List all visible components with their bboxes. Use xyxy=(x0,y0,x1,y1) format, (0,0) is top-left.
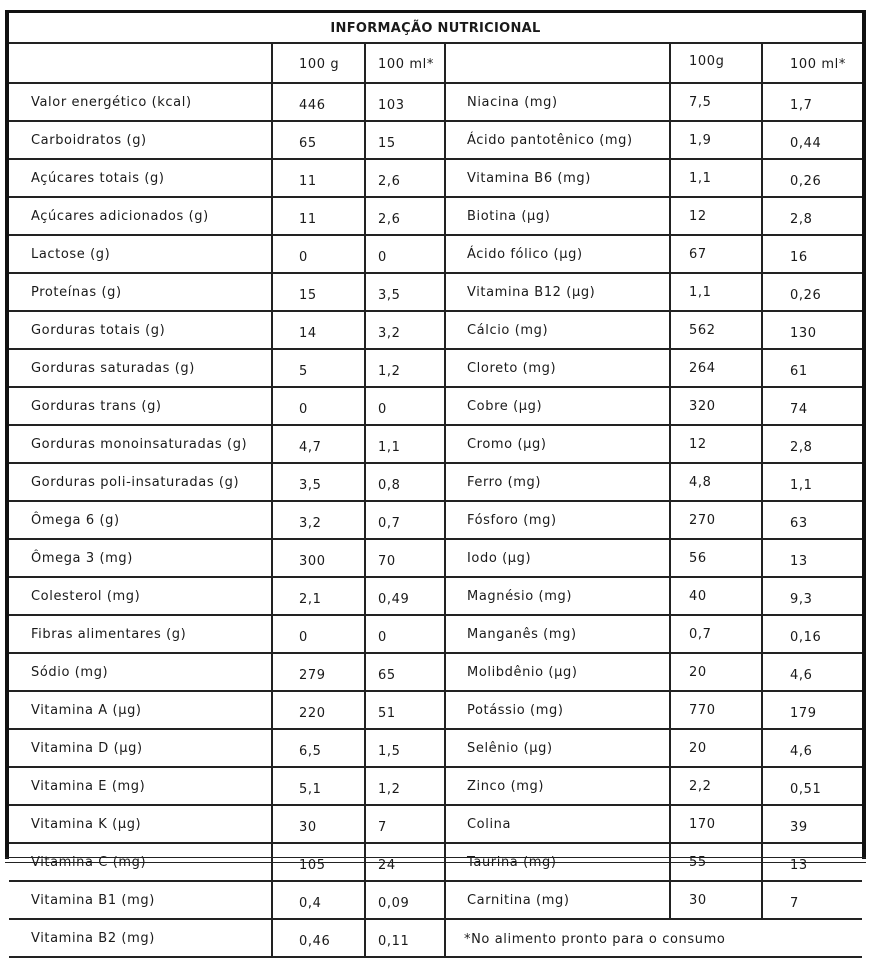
value-100ml-right: 1,1 xyxy=(762,463,862,501)
nutrient-name-right: Taurina (mg) xyxy=(445,843,670,881)
nutrient-name-left: Vitamina K (µg) xyxy=(9,805,272,843)
value-100g-left: 4,7 xyxy=(272,425,365,463)
nutrient-name-right: Vitamina B6 (mg) xyxy=(445,159,670,197)
value-100g-left: 0 xyxy=(272,387,365,425)
value-100ml-left: 70 xyxy=(365,539,445,577)
nutrient-name-right: Selênio (µg) xyxy=(445,729,670,767)
value-100ml-left: 3,2 xyxy=(365,311,445,349)
value-100ml-right: 74 xyxy=(762,387,862,425)
nutrient-name-left: Ômega 6 (g) xyxy=(9,501,272,539)
nutrient-name-left: Valor energético (kcal) xyxy=(9,83,272,121)
header-row xyxy=(9,44,862,83)
table-row xyxy=(9,273,862,311)
value-100ml-left: 1,1 xyxy=(365,425,445,463)
nutrient-name-right: Ferro (mg) xyxy=(445,463,670,501)
value-100ml-left: 7 xyxy=(365,805,445,843)
value-100g-left: 11 xyxy=(272,197,365,235)
table-row xyxy=(9,425,862,463)
table-row xyxy=(9,235,862,273)
nutrient-name-right: Cloreto (mg) xyxy=(445,349,670,387)
value-100ml-left: 2,6 xyxy=(365,159,445,197)
value-100g-left: 5,1 xyxy=(272,767,365,805)
value-100g-right: 1,1 xyxy=(670,273,762,311)
value-100g-left: 0 xyxy=(272,235,365,273)
value-100g-left: 3,5 xyxy=(272,463,365,501)
header-left-100ml: 100 ml* xyxy=(365,44,445,83)
value-100ml-right: 0,16 xyxy=(762,615,862,653)
value-100ml-left: 24 xyxy=(365,843,445,881)
value-100g-left: 14 xyxy=(272,311,365,349)
value-100g-left: 6,5 xyxy=(272,729,365,767)
value-100g-right: 30 xyxy=(670,881,762,919)
value-100g-right: 0,7 xyxy=(670,615,762,653)
header-right-100ml: 100 ml* xyxy=(762,44,862,83)
value-100g-right: 20 xyxy=(670,729,762,767)
nutrient-name-right: Biotina (µg) xyxy=(445,197,670,235)
value-100g-left: 0,4 xyxy=(272,881,365,919)
table-row xyxy=(9,349,862,387)
nutrient-name-right: Niacina (mg) xyxy=(445,83,670,121)
nutrient-name-left: Gorduras poli-insaturadas (g) xyxy=(9,463,272,501)
nutrient-name-left: Vitamina B1 (mg) xyxy=(9,881,272,919)
header-right-100g: 100g xyxy=(670,44,762,83)
nutrient-name-right: Ácido fólico (µg) xyxy=(445,235,670,273)
header-left-100g: 100 g xyxy=(272,44,365,83)
value-100g-left: 446 xyxy=(272,83,365,121)
value-100ml-left: 2,6 xyxy=(365,197,445,235)
nutrient-name-right: Cálcio (mg) xyxy=(445,311,670,349)
value-100ml-left: 51 xyxy=(365,691,445,729)
value-100ml-left: 3,5 xyxy=(365,273,445,311)
table-row xyxy=(9,577,862,615)
nutrient-name-right: Cromo (µg) xyxy=(445,425,670,463)
nutrient-name-left: Colesterol (mg) xyxy=(9,577,272,615)
value-100ml-right: 4,6 xyxy=(762,653,862,691)
nutrient-name-left: Carboidratos (g) xyxy=(9,121,272,159)
table-row xyxy=(9,881,862,919)
value-100g-left: 5 xyxy=(272,349,365,387)
nutrient-name-left: Lactose (g) xyxy=(9,235,272,273)
value-100g-right: 55 xyxy=(670,843,762,881)
value-100g-right: 562 xyxy=(670,311,762,349)
value-100ml-right: 4,6 xyxy=(762,729,862,767)
value-100ml-left: 0,09 xyxy=(365,881,445,919)
value-100g-right: 20 xyxy=(670,653,762,691)
value-100ml-left: 0,8 xyxy=(365,463,445,501)
nutrient-name-right: Fósforo (mg) xyxy=(445,501,670,539)
table-title: INFORMAÇÃO NUTRICIONAL xyxy=(9,13,862,44)
table-row xyxy=(9,729,862,767)
value-100ml-right: 16 xyxy=(762,235,862,273)
value-100ml-left: 0 xyxy=(365,235,445,273)
footnote: *No alimento pronto para o consumo xyxy=(445,919,862,957)
bottom-double-rule xyxy=(5,857,866,863)
nutrient-name-right: Vitamina B12 (µg) xyxy=(445,273,670,311)
value-100g-right: 56 xyxy=(670,539,762,577)
value-100g-right: 770 xyxy=(670,691,762,729)
value-100ml-left: 0,11 xyxy=(365,919,445,957)
table-row xyxy=(9,83,862,121)
nutrient-name-right: Manganês (mg) xyxy=(445,615,670,653)
table-row xyxy=(9,387,862,425)
value-100g-right: 67 xyxy=(670,235,762,273)
table-row xyxy=(9,463,862,501)
value-100ml-left: 1,2 xyxy=(365,767,445,805)
nutrient-name-left: Gorduras monoinsaturadas (g) xyxy=(9,425,272,463)
nutrient-name-right: Potássio (mg) xyxy=(445,691,670,729)
value-100g-right: 1,9 xyxy=(670,121,762,159)
value-100ml-left: 0 xyxy=(365,615,445,653)
nutrient-name-left: Vitamina E (mg) xyxy=(9,767,272,805)
value-100g-right: 1,1 xyxy=(670,159,762,197)
table-row xyxy=(9,767,862,805)
value-100ml-right: 13 xyxy=(762,843,862,881)
nutrient-name-right: Ácido pantotênico (mg) xyxy=(445,121,670,159)
value-100g-left: 0 xyxy=(272,615,365,653)
value-100ml-left: 0,7 xyxy=(365,501,445,539)
table-row xyxy=(9,539,862,577)
value-100ml-left: 1,2 xyxy=(365,349,445,387)
header-right-label xyxy=(445,44,670,83)
value-100ml-right: 1,7 xyxy=(762,83,862,121)
value-100g-left: 300 xyxy=(272,539,365,577)
table-row xyxy=(9,311,862,349)
nutrient-name-left: Açúcares totais (g) xyxy=(9,159,272,197)
nutrient-name-left: Ômega 3 (mg) xyxy=(9,539,272,577)
table-row xyxy=(9,197,862,235)
value-100ml-left: 1,5 xyxy=(365,729,445,767)
nutrient-name-right: Magnésio (mg) xyxy=(445,577,670,615)
value-100g-right: 12 xyxy=(670,197,762,235)
value-100g-left: 15 xyxy=(272,273,365,311)
table-row xyxy=(9,919,862,957)
value-100g-left: 0,46 xyxy=(272,919,365,957)
nutrient-name-right: Iodo (µg) xyxy=(445,539,670,577)
nutrient-name-right: Molibdênio (µg) xyxy=(445,653,670,691)
value-100g-left: 220 xyxy=(272,691,365,729)
value-100ml-right: 0,26 xyxy=(762,273,862,311)
table-row xyxy=(9,159,862,197)
nutrient-name-right: Carnitina (mg) xyxy=(445,881,670,919)
nutrient-name-left: Vitamina C (mg) xyxy=(9,843,272,881)
value-100g-right: 264 xyxy=(670,349,762,387)
value-100ml-right: 9,3 xyxy=(762,577,862,615)
value-100g-right: 40 xyxy=(670,577,762,615)
nutrition-grid xyxy=(9,44,862,958)
table-row xyxy=(9,501,862,539)
value-100g-right: 12 xyxy=(670,425,762,463)
nutrient-name-right: Zinco (mg) xyxy=(445,767,670,805)
value-100g-right: 320 xyxy=(670,387,762,425)
value-100ml-right: 0,44 xyxy=(762,121,862,159)
value-100ml-right: 179 xyxy=(762,691,862,729)
value-100ml-left: 65 xyxy=(365,653,445,691)
nutrient-name-left: Açúcares adicionados (g) xyxy=(9,197,272,235)
table-row xyxy=(9,653,862,691)
value-100g-right: 2,2 xyxy=(670,767,762,805)
table-row xyxy=(9,805,862,843)
value-100ml-right: 13 xyxy=(762,539,862,577)
value-100g-left: 11 xyxy=(272,159,365,197)
value-100g-left: 279 xyxy=(272,653,365,691)
value-100ml-left: 0 xyxy=(365,387,445,425)
value-100ml-right: 63 xyxy=(762,501,862,539)
value-100ml-left: 15 xyxy=(365,121,445,159)
nutrient-name-left: Vitamina D (µg) xyxy=(9,729,272,767)
nutrient-name-left: Gorduras saturadas (g) xyxy=(9,349,272,387)
value-100ml-right: 61 xyxy=(762,349,862,387)
table-row xyxy=(9,121,862,159)
value-100g-left: 3,2 xyxy=(272,501,365,539)
value-100ml-right: 130 xyxy=(762,311,862,349)
value-100ml-right: 2,8 xyxy=(762,425,862,463)
value-100ml-right: 0,26 xyxy=(762,159,862,197)
nutrient-name-right: Colina xyxy=(445,805,670,843)
table-row xyxy=(9,615,862,653)
value-100ml-right: 2,8 xyxy=(762,197,862,235)
nutrient-name-left: Proteínas (g) xyxy=(9,273,272,311)
value-100ml-right: 7 xyxy=(762,881,862,919)
value-100g-right: 4,8 xyxy=(670,463,762,501)
header-left-label xyxy=(9,44,272,83)
nutrient-name-left: Vitamina A (µg) xyxy=(9,691,272,729)
value-100g-right: 270 xyxy=(670,501,762,539)
nutrient-name-left: Vitamina B2 (mg) xyxy=(9,919,272,957)
nutrition-facts-table xyxy=(5,10,866,949)
value-100ml-right: 0,51 xyxy=(762,767,862,805)
value-100g-left: 30 xyxy=(272,805,365,843)
value-100ml-left: 0,49 xyxy=(365,577,445,615)
value-100g-left: 2,1 xyxy=(272,577,365,615)
table-row xyxy=(9,691,862,729)
nutrient-name-right: Cobre (µg) xyxy=(445,387,670,425)
value-100ml-right: 39 xyxy=(762,805,862,843)
value-100g-left: 105 xyxy=(272,843,365,881)
value-100g-right: 170 xyxy=(670,805,762,843)
nutrient-name-left: Gorduras totais (g) xyxy=(9,311,272,349)
value-100ml-left: 103 xyxy=(365,83,445,121)
value-100g-left: 65 xyxy=(272,121,365,159)
value-100g-right: 7,5 xyxy=(670,83,762,121)
nutrient-name-left: Fibras alimentares (g) xyxy=(9,615,272,653)
nutrient-name-left: Gorduras trans (g) xyxy=(9,387,272,425)
nutrient-name-left: Sódio (mg) xyxy=(9,653,272,691)
